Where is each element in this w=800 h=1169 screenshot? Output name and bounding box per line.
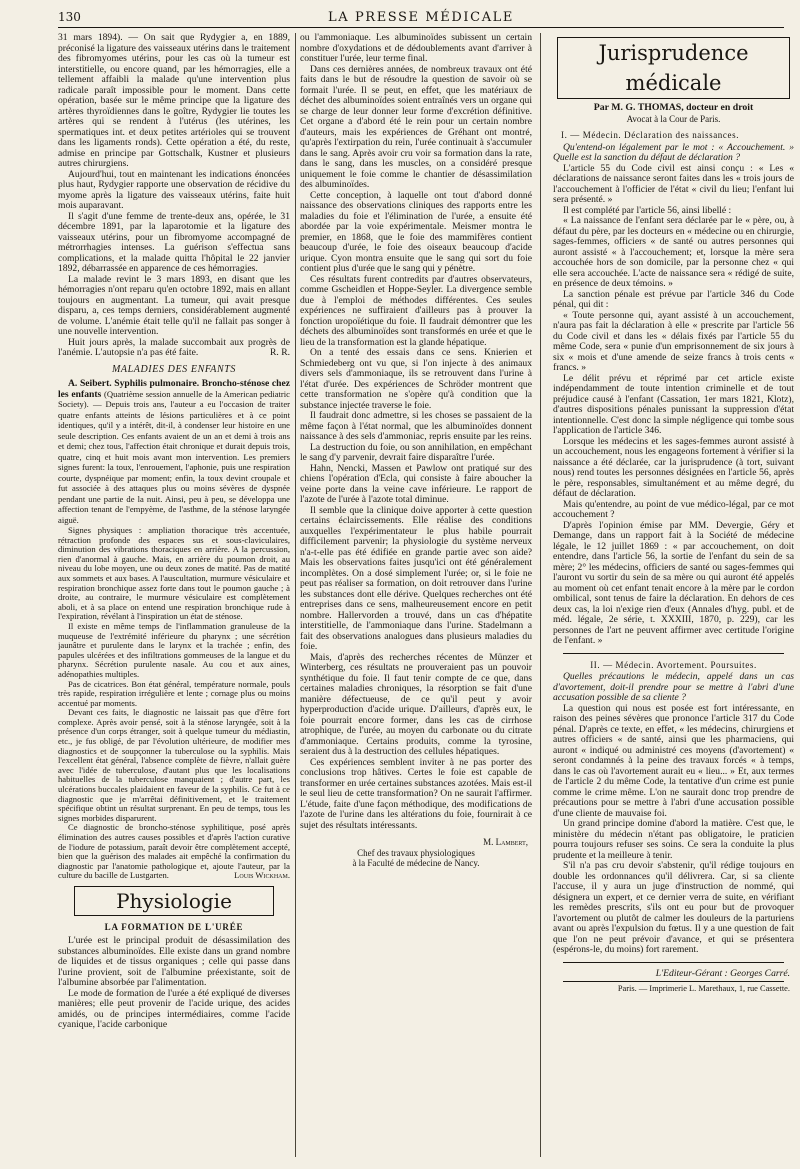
section-heading-children: MALADIES DES ENFANTS [111, 363, 237, 375]
paragraph: Il existe en même temps de l'inflammation granuleuse de la muqueuse de l'extrémité inférieure du pharynx ; une sécrétion jaunâtre et purulente dans le larynx et la trachée ; enfin, des papules ulcérées et des infiltrations gommeuses de la langue et du pharynx. Sécrétion purulente nasale. Au cou et aux aines, adénopathies multiples. [58, 620, 290, 679]
paragraph: Hahn, Nencki, Massen et Pawlow ont pratiqué sur des chiens l'opération d'Ecla, qui consiste à faire aboucher la veine porte dans la veine cave inférieure. Le rapport de l'azote de l'urée à l'azote total diminue. [300, 462, 532, 505]
paragraph: Mais, d'après des recherches récentes de Münzer et Winterberg, ces résultats ne prouveraient pas un pouvoir synthétique du foie. Il faut tenir compte de ce que, dans certaines maladies chroniques, la résorption se fait d'une manière défectueuse, de ce qu'il peut y avoir hyperproduction d'acide urique. D'ailleurs, d'après eux, le foie pourrait encore former, dans les cas de cirrhose atrophique, de l'urée, au moyen du carbonate ou du citrate d'ammoniaque. Certains produits, comme la tyrosine, seraient dus à la destruction des cellules hépatiques. [300, 651, 532, 757]
section-box-physiologie: Physiologie [74, 886, 274, 916]
paragraph: La question qui nous est posée est fort intéressante, en raison des peines sévères que prononce l'article 317 du Code pénal. D'après ce texte, en effet, « les médecins, chirurgiens et autres officiers « de santé, ainsi que les pharmaciens, qui auront « indiqué ou administré ces moyens (d'avortement) « seront condamnés à la peine des travaux forcés « à temps, dans le cas où l'avortement aurait eu « lieu... » Et, aux termes de l'article 2 du même Code, la tentative d'un crime est punie comme le crime même. L'on ne saurait donc trop prendre de précautions pour se mettre à l'abri d'une accusation possible d'une cliente de mauvaise foi. [553, 702, 794, 819]
header-rule [58, 27, 784, 28]
section-question-2: Quelles précautions le médecin, appelé dans un cas d'avortement, doit-il prendre pour se mettre à l'abri d'une accusation possible de sa cliente ? [553, 671, 794, 703]
section-box-jurisprudence: Jurisprudence médicale [557, 37, 790, 99]
paragraph: 31 mars 1894). — On sait que Rydygier a, en 1889, préconisé la ligature des vaisseaux utérins dans le traitement des fibromyomes utérins, pour les cas où la tumeur est interstitielle, ou encore quand, par les hémorragies, elle a tellement affaibli la malade qu'une intervention plus radicale paraît impossible pour le moment. Dans cette opération, basée sur le même principe que la ligature des artères thyroïdiennes dans le goître, Rydygier lie toutes les artères qui se rendent à l'utérus (les utérines, les spermatiques int. et deux petites artérioles qui se trouvent dans les ligaments ronds). Cette opération a été, du reste, admise en principe par Gottschalk, Kustner et plusieurs autres chirurgiens. [58, 33, 290, 169]
author-affiliation: à la Faculté de médecine de Nancy. [352, 858, 480, 868]
journal-title: LA PRESSE MÉDICALE [328, 10, 514, 25]
column-rule-1 [295, 33, 296, 1157]
paragraph: S'il n'a pas cru devoir s'abstenir, qu'il rédige toujours en double les ordonnances qu'il délivrera. Car, si sa cliente l'accuse, il y aura un juge d'instruction de nommé, qui désignera un expert, et ce dernier verra de suite, en vérifiant les remèdes prescrits, s'ils ont eu pour but de provoquer l'avortement ou plutôt de calmer les douleurs de la parturiens avant ou après l'expulsion du fœtus. Il y a une question de fait que l'on ne peut prévoir d'avance, et qui se présentera (espérons-le, du moins) fort rarement. [553, 860, 794, 955]
article-source: (Quatrième session annuelle de la American pediatric Society). [58, 388, 290, 409]
column-rule-2 [540, 33, 541, 1157]
paragraph: Un grand principe domine d'abord la matière. C'est que, le ministère du médecin n'étant pas obligatoire, le praticien pourra toujours refuser ses soins. Ce sera la conduite la plus prudente et la meilleure à tenir. [553, 818, 794, 861]
author-signature [304, 837, 528, 869]
paragraph: Signes physiques : ampliation thoracique très accentuée, rétraction profonde des espaces sus et sous-claviculaires, diminution des vibrations thoraciques en arrière. A la percussion, rien d'anormal à gauche. Mais, en arrière du poumon droit, au niveau du lobe moyen, une ou deux zones de matité. Pas de matité aux sommets et aux bases. A l'auscultation, murmure vésiculaire et respiration bronchique assez forte dans tout le poumon gauche ; à droite, au contraire, le murmure vésiculaire est complètement aboli, et à sa place on entend une respiration bronchique rude à l'expiration, révélant à l'inspiration un état de sténose. [58, 525, 290, 622]
paragraph-text: Huit jours après, la malade succombait aux progrès de l'anémie. L'autopsie n'a pas été faite. [58, 336, 290, 358]
section-question-1: Qu'entend-on légalement par le mot : « Accouchement. » Quelle est la sanction du défaut de déclaration ? [553, 141, 794, 163]
paragraph: Il est complété par l'article 56, ainsi libellé : [563, 204, 732, 216]
author-title: Chef des travaux physiologiques [357, 847, 475, 858]
paragraph: On a tenté des essais dans ce sens. Knierien et Schmiedeberg ont vu que, si l'on injecte à des animaux divers sels d'ammoniaque, ils se retrouvent dans l'urine à l'état d'urée. Des expériences de Schröder montrent que cette transformation ne s'opère qu'à condition que la substance injectée traverse le foie. [300, 347, 532, 411]
paragraph: La malade revint le 3 mars 1893, en disant que les hémorragies n'ont reparu qu'en octobre 1892, mais en allant toujours en augmentant. La tumeur, qui avait presque disparu, a, ces temps derniers, considérablement augmenté de volume. L'anémie était telle qu'il ne fallait pas songer à une nouvelle intervention. [58, 273, 290, 337]
byline-affiliation: Avocat à la Cour de Paris. [626, 113, 721, 124]
signature: Louis Wickham. [234, 870, 290, 881]
paragraph: « Toute personne qui, ayant assisté à un accouchement, n'aura pas fait la déclaration à elle « prescrite par l'article 56 du Code civil et dans les « délais fixés par l'article 55 du même Code, sera « punie d'un emprisonnement de six jours à six « mois et d'une amende de seize francs à trois cents « francs. » [553, 309, 794, 373]
paragraph [58, 823, 290, 881]
paragraph: Pas de cicatrices. Bon état général, température normale, pouls très rapide, respiration irrégulière et lente ; cornage plus ou moins accentué par moments. [58, 678, 290, 708]
paragraph: L'urée est le principal produit de désassimilation des substances albuminoïdes. Elle existe dans un grand nombre de liquides et de tissus organiques ; celle qui passe dans l'urine provient, soit de l'albumine préexistante, soit de l'albumine absorbée par l'alimentation. [58, 935, 290, 989]
paragraph: Ces résultats furent contredits par d'autres observateurs, comme Gscheidlen et Hoppe-Seyler. La divergence semble due à l'emploi de méthodes différentes. Ces seules expériences ne suffiraient d'ailleurs pas à prouver la fonction uropoïétique du foie. Il faudrait démontrer que les déchets des albuminoïdes sont transformés en urée et que le lieu de la transformation est la glande hépatique. [300, 273, 532, 348]
paragraph: La destruction du foie, ou son annihilation, en empêchant le sang d'y parvenir, devrait faire disparaître l'urée. [300, 441, 532, 463]
article-paragraph [58, 379, 290, 526]
article-subheading: LA FORMATION DE L'URÉE [104, 921, 244, 932]
column-right [553, 33, 794, 1158]
byline: Par M. G. THOMAS, docteur en droit [593, 102, 754, 113]
column-left [58, 33, 290, 1158]
divider [563, 653, 784, 654]
article-title: A. Seibert. Syphilis pulmonaire. Broncho-sténose chez les enfants [58, 378, 290, 400]
publisher-line: L'Editeur-Gérant : Georges Carré. [655, 967, 790, 979]
signature: R. R. [270, 347, 290, 358]
paragraph: D'après l'opinion émise par MM. Devergie, Géry et Demange, dans un rapport fait à la Société de médecine légale, le 12 juillet 1869 : « par accouchement, on doit entendre, dans l'article 56, la sortie de l'enfant du sein de sa mère; 2° les médecins, officiers de santé ou sages-femmes qui l'auront vu sortir du sein de sa mère ou qui auront été appelés au moment où cet enfant tenait encore à la mère par le cordon ombilical, sont tenus de faire la déclaration. En dehors de ces deux cas, la loi n'exige rien d'eux (Annales d'hyg. publ. et de méd. légale, 2e série, t. XXXIII, 1870, p. 229), car les personnes de l'art ne peuvent affirmer avec certitude l'origine de l'enfant. » [553, 519, 794, 646]
paragraph: Mais qu'entendre, au point de vue médico-légal, par ce mot accouchement ? [553, 498, 794, 520]
paragraph: Le mode de formation de l'urée a été expliqué de diverses manières; elle peut provenir de l'acide urique, des acides amidés, ou de principes intermédiaires, comme l'acide cyanique, l'acide carbonique [58, 987, 290, 1031]
divider [563, 981, 784, 982]
paragraph: Dans ces dernières années, de nombreux travaux ont été faits dans le but de résoudre la question de savoir où se formait l'urée. Il se peut, en effet, que les matériaux de déchet des albuminoïdes soient entraînés vers un organe qui se charge de leur donner leur forme d'excrétion définitive. Cet organe a d'abord été le rein pour un certain nombre d'auteurs, mais les expériences de Gréhant ont montré, qu'après l'extirpation du rein, l'urée continuait à s'accumuler dans le sang. Après avoir cru voir sa formation dans la rate, dans le sang, dans les muscles, on a considéré presque uniquement le foie comme le chantier de désassimilation des albuminoïdes. [300, 63, 532, 190]
paragraph: Le délit prévu et réprimé par cet article existe indépendamment de toute intention criminelle et de tout préjudice causé à l'enfant (Cassation, 1er mars 1821, Klotz), d'autres dispositions pénales punissant la suppression d'état intentionnelle. C'est donc la simple négligence qui tombe sous l'application de l'article 346. [553, 372, 794, 436]
paragraph [58, 338, 290, 359]
paragraph: ou l'ammoniaque. Les albuminoïdes subissent un certain nombre d'oxydations et de dédoublements avant d'arriver à constituer l'urée, leur terme final. [300, 33, 532, 64]
page-number: 130 [58, 10, 81, 24]
paragraph-text: Ce diagnostic de broncho-sténose syphilitique, posé après élimination des autres causes possibles et d'après l'action curative de l'iodure de potassium, paraît devoir être complètement accepté, bien que la guérison des malades ait empêché la confirmation du diagnostic par l'anatomie pathologique et, ajoute l'auteur, par la culture du bacille de Lustgarten. [58, 822, 290, 881]
paragraph: Lorsque les médecins et les sages-femmes auront assisté à un accouchement, nous les engageons fortement à vérifier si la naissance a été déclarée, car la jurisprudence (à tort, suivant nous) rend toutes les personnes désignées en l'article 56, après le père, responsables, simultanément et au même degré, du défaut de déclaration. [553, 435, 794, 499]
section-heading-1: I. — Médecin. Déclaration des naissances. [561, 130, 740, 140]
paragraph: Il faudrait donc admettre, si les choses se passaient de la même façon à l'état normal, que les albuminoïdes donnent naissance à des sels d'ammoniac, repris ensuite par les reins. [300, 410, 532, 442]
section-heading-2: II. — Médecin. Avortement. Poursuites. [590, 659, 757, 670]
paragraph-text: — Depuis trois ans, l'auteur a eu l'occasion de traiter quatre enfants atteints de lésions particulières et à ce point identiques, qu'il y a intérêt, dit-il, à condenser leur histoire en une seule description. Ces enfants avaient de un an et demi à trois ans et demi; chez tous, l'affection était chronique et durait depuis trois, quatre, cinq et huit mois avant mon intervention. Les premiers signes furent: la toux, l'enrouement, l'aphonie, puis une respiration courte, dyspnéique par moment; enfin, la toux devint croupale et fut associée à des attaques plus ou moins sévères de dyspnée pendant une partie de la nuit. Ainsi, peu à peu, se développa une affection tenant de l'empyème, de l'asthme, de la sténose laryngée aiguë. [58, 399, 290, 525]
paragraph: L'article 55 du Code civil est ainsi conçu : « Les « déclarations de naissance seront faites dans les « trois jours de l'accouchement à l'officier de l'état « civil du lieu; l'enfant lui sera présenté. » [553, 162, 794, 205]
paragraph: Il semble que la clinique doive apporter à cette question certains éclaircissements. Elle réalise des conditions auxquelles l'expérimentateur le plus habile pourrait difficilement parvenir; la physiologie du système nerveux n'a-t-elle pas été édifiée en grande partie avec son aide? Mais les observations faites jusqu'ici ont été généralement incomplètes. On a dosé simplement l'urée; or, si le foie ne peut pas réaliser sa formation, on doit retrouver dans l'urine les substances dont elle dérive. Quelques recherches ont été entreprises dans ce sens, malheureusement encore en petit nombre. Hallervorden a trouvé, dans un cas d'hépatite interstitielle, de l'ammoniaque dans l'urine. Stadelmann a fait des observations analogues dans plusieurs maladies du foie. [300, 504, 532, 652]
paragraph: Aujourd'hui, tout en maintenant les indications énoncées plus haut, Rydygier rapporte une observation de récidive du myome après la ligature des vaisseaux utérins, faite huit mois auparavant. [58, 168, 290, 211]
author-name: M. Lambert, [483, 837, 528, 847]
paragraph: Ces expériences semblent inviter à ne pas porter des conclusions trop hâtives. Certes le foie est capable de transformer en urée certaines substances azotées. Mais est-il le seul lieu de cette transformation? On ne saurait l'affirmer. L'étude, faite d'une façon méthodique, des modifications de l'azote de l'urine dans les altérations du foie, fournirait à ce sujet des résultats intéressants. [300, 756, 532, 831]
paragraph: La sanction pénale est prévue par l'article 346 du Code pénal, qui dit : [553, 288, 794, 310]
paragraph: Il s'agit d'une femme de trente-deux ans, opérée, le 31 décembre 1891, par la laparotomie et la ligature des vaisseaux utérins, pour un fibromyome accompagné de métrorrhagies intenses. La guérison s'effectua sans complications, et la malade quitta l'hôpital le 22 janvier 1892, débarrassée en apparence de ces hémorragies. [58, 210, 290, 274]
paragraph: Cette conception, à laquelle ont tout d'abord donné naissance des observations cliniques des rapports entre les maladies du foie et l'élimination de l'urée, a ensuite été abordée par la voie expérimentale. Meismer montra le premier, en 1868, que le foie des mammifères contient beaucoup d'urée, le foie des oiseaux beaucoup d'acide urique. Cyon montra ensuite que le sang qui sort du foie contient plus d'urée que le sang qui y pénètre. [300, 189, 532, 274]
printer-imprint: Paris. — Imprimerie L. Marethaux, 1, rue Cassette. [617, 984, 790, 993]
divider [563, 962, 784, 963]
paragraph: Devant ces faits, le diagnostic ne laissait pas que d'être fort complexe. Après avoir pensé, soit à la sténose laryngée, soit à la présence d'un corps étranger, soit à quelque tumeur du médiastin, etc., je fus obligé, de par l'évolution ultérieure, de modifier mes diagnostics et de soupçonner la tuberculose ou la syphilis. Mais l'excellent état général, l'absence complète de fièvre, n'allait guère avec l'idée de tuberculose, d'autant plus que les localisations habituelles de la tuberculose manquaient ; d'autre part, les ulcérations buccales plaidaient en faveur de la syphilis. Ce fut à ce diagnostic que je m'arrêtai définitivement, et le traitement spécifique obtint un résultat surprenant. En peu de temps, tous les signes morbides disparurent. [58, 707, 290, 823]
column-middle [300, 33, 532, 1158]
paragraph: « La naissance de l'enfant sera déclarée par le « père, ou, à défaut du père, par les docteurs en « médecine ou en chirurgie, sages-femmes, officiers « de santé ou autres personnes qui auront assisté « à l'accouchement; et, lorsque la mère sera accouchée hors de son domicile, par la personne chez « qui elle sera accouchée. L'acte de naissance sera « rédigé de suite, en présence de deux témoins. » [553, 215, 794, 289]
